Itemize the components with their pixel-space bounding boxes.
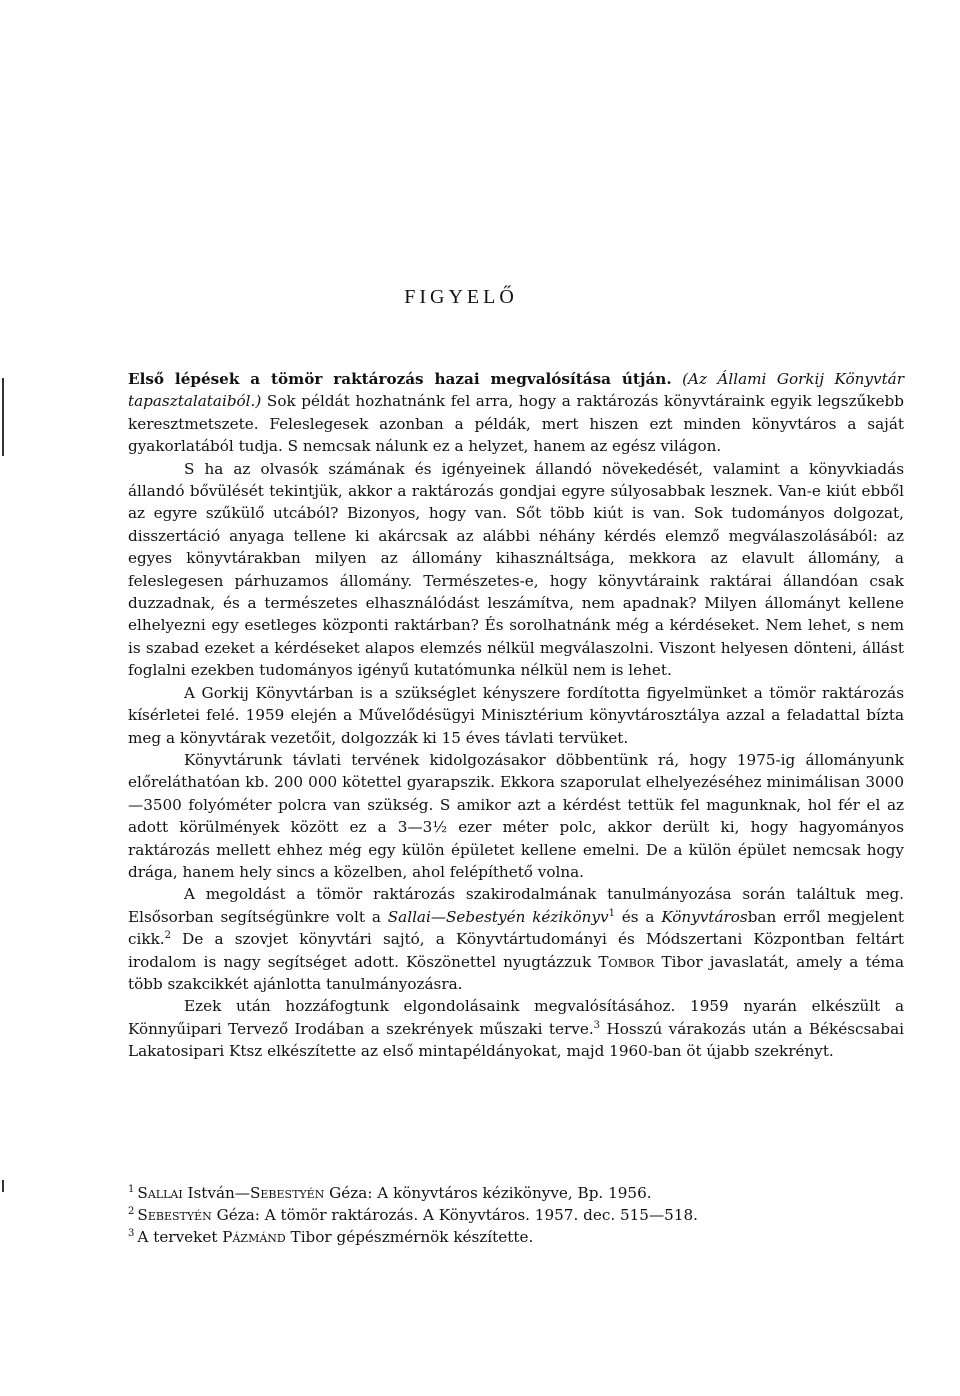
footnotes — [128, 1182, 904, 1248]
footnote-text: Tibor gépészmérnök készítette. — [285, 1228, 534, 1246]
footnote-number: 2 — [128, 1205, 135, 1217]
book-reference: Sallai—Sebestyén kézikönyv — [387, 907, 609, 926]
footnote-number: 1 — [128, 1183, 135, 1195]
footnote-ref-3: 3 — [593, 1019, 601, 1031]
paragraph-text: Könyvtárunk távlati tervének kidolgozásakor döbbentünk rá, hogy 1975-ig állományunk előreláthatóan kb. 200 000 kötettel gyarapszik. Ekkora szaporulat elhelyezéséhez minimálisan 3000—3500 folyóméter polcra van szükség. S amikor azt a kérdést tettük fel magunknak, hol fér el az adott körülmények között ez a 3—3 — [128, 750, 904, 837]
footnote-2 — [128, 1204, 904, 1226]
paragraph-text: De a szovjet könyvtári sajtó, a Könyvtártudományi és Módszertani Központban feltárt irodalom is nagy segítséget adott. Köszönettel nyugtázzuk — [128, 930, 904, 971]
author-name: Sallai — [137, 1184, 183, 1202]
paragraph-text: ezer méter polc, akkor derült ki, hogy hagyományos raktározás mellett ehhez még egy külön épületet kellene emelni. De a külön épület nemcsak hogy drága, hanem hely sincs a közelben, ahol felépíthető volna. — [128, 818, 904, 881]
paragraph-5 — [128, 883, 904, 995]
footnote-text: A terveket — [137, 1228, 223, 1246]
document-page — [128, 0, 904, 1396]
paragraph-6 — [128, 995, 904, 1062]
footnote-text: Géza: A könyvtáros kézikönyve, Bp. 1956. — [324, 1184, 652, 1202]
footnote-1 — [128, 1182, 904, 1204]
article-source: (Az Állami Gorkij Könyvtár tapasztalataiból.) — [128, 370, 905, 411]
author-name: Sebestyén — [137, 1206, 212, 1224]
paragraph-3: A Gorkij Könyvtárban is a szükséglet kényszere fordította figyelmünket a tömör raktározás kísérletei felé. 1959 elején a Művelődésügyi Minisztérium könyvtárosztálya azzal a feladattal bízta meg a könyvtárak vezetőit, dolgozzák ki 15 éves távlati tervüket. — [128, 683, 904, 747]
footnote-ref-1: 1 — [608, 907, 615, 919]
fraction-half: ½ — [432, 818, 448, 837]
footnote-text: István— — [182, 1184, 250, 1202]
journal-suffix: ban — [747, 907, 777, 926]
article-body — [128, 368, 904, 1063]
footnote-number: 3 — [128, 1227, 135, 1239]
author-name: Sebestyén — [250, 1184, 325, 1202]
author-name: Pázmánd — [222, 1228, 286, 1246]
person-name: Tombor — [598, 952, 655, 971]
paragraph-2: S ha az olvasók számának és igényeinek állandó növekedését, valamint a könyvkiadás állandó bővülését tekintjük, akkor a raktározás gondjai egyre súlyosabbak lesznek. Van-e kiút ebből az egyre szűkülő utcából? Bizonyos, hogy van. Sőt több kiút is van. Sok tudományos dolgozat, disszertáció anyaga tellene ki akárcsak az alábbi néhány kérdés elemző megválaszolásából: az egyes könyvtárakban milyen az állomány kihasználtsága, mekkora az elavult állomány, a feleslegesen párhuzamos állomány. Természetes-e, hogy könyvtáraink raktárai állandóan csak duzzadnak, és a természetes elhasználódást leszámítva, nem apadnak? Milyen állományt kellene elhelyezni egy esetleges központi raktárban? És sorolhatnánk még a kérdéseket. Nem lehet, s nem is szabad ezeket a kérdéseket alapos elemzés nélkül megválaszolni. Viszont helyesen dönteni, állást foglalni ezekben tudományos igényű kutatómunka nélkül nem is lehet. — [128, 459, 904, 680]
journal-reference: Könyvtáros — [661, 907, 748, 926]
paragraph-text: Tibor javaslatát, amely a téma több szakcikkét ajánlotta tanulmányozásra. — [128, 952, 904, 993]
footnote-text: Géza: A tömör raktározás. A Könyvtáros. 1957. dec. 515—518. — [211, 1206, 698, 1224]
paragraph-text: és a — [614, 907, 662, 926]
footnote-ref-2: 2 — [164, 930, 171, 942]
paragraph-intro — [128, 368, 904, 458]
scan-edge-mark — [2, 378, 4, 456]
scan-edge-mark — [2, 1180, 4, 1192]
paragraph-text: Sok példát hozhatnánk fel arra, hogy a raktározás könyvtáraink egyik legszűkebb keresztmetszete. Feleslegesek azonban a példák, mert hiszen ezt minden könyvtáros a saját gyakorlatából tudja. S nemcsak nálunk ez a helyzet, hanem az egész világon. — [128, 392, 904, 456]
footnote-3 — [128, 1226, 904, 1248]
article-title: Első lépések a tömör raktározás hazai megvalósítása útján. — [128, 370, 672, 388]
paragraph-text: Hosszú várakozás után a Békéscsabai Lakatosipari Ktsz elkészítette az első mintapéldányokat, majd 1960-ban öt újabb szekrényt. — [128, 1019, 904, 1061]
paragraph-text: erről megjelent cikk. — [128, 907, 905, 949]
paragraph-4 — [128, 749, 904, 883]
paragraph-text: Ezek után hozzáfogtunk elgondolásaink megvalósításához. 1959 nyarán elkészült a Könnyűipari Tervező Irodában a szekrények műszaki terve. — [128, 997, 904, 1038]
paragraph-text: A megoldást a tömör raktározás szakirodalmának tanulmányozása során találtuk meg. Elsősorban segítségünkre volt a — [128, 885, 904, 926]
section-heading: FIGYELŐ — [404, 286, 518, 308]
